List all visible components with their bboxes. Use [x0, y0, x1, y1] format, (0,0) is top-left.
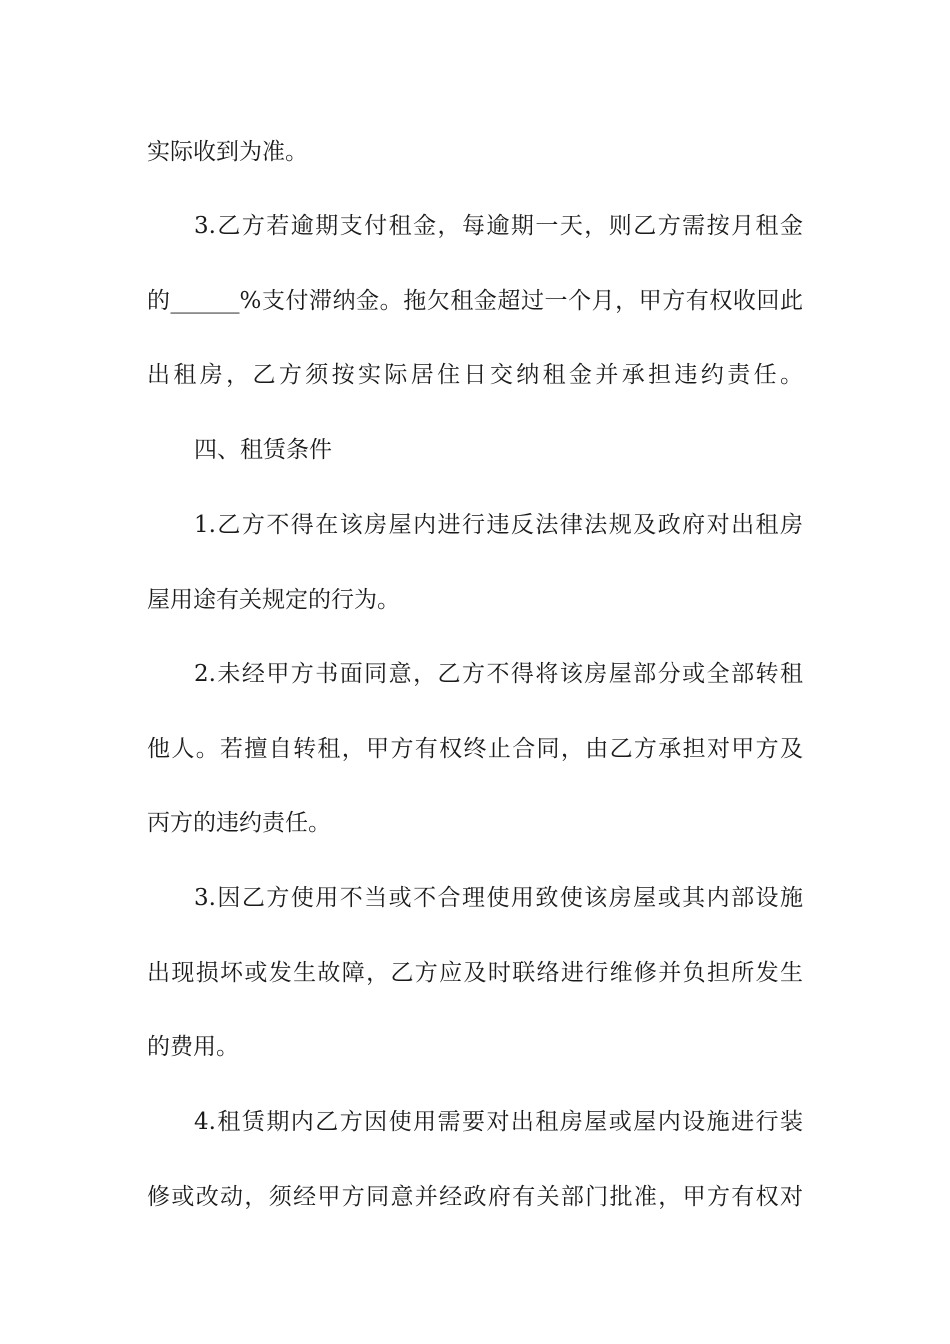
text-line: 屋用途有关规定的行为。 — [147, 587, 400, 613]
text-line: 的______%支付滞纳金。拖欠租金超过一个月，甲方有权收回此 — [147, 288, 803, 314]
text-line: 4.租赁期内乙方因使用需要对出租房屋或屋内设施进行装 — [194, 1109, 803, 1135]
text-line: 丙方的违约责任。 — [147, 810, 331, 836]
text-line: 出现损坏或发生故障，乙方应及时联络进行维修并负担所发生 — [147, 960, 803, 986]
text-line: 2.未经甲方书面同意，乙方不得将该房屋部分或全部转租 — [194, 661, 803, 687]
text-line: 1.乙方不得在该房屋内进行违反法律法规及政府对出租房 — [194, 512, 803, 538]
text-line: 他人。若擅自转租，甲方有权终止合同，由乙方承担对甲方及 — [147, 736, 803, 762]
text-line: 的费用。 — [147, 1034, 239, 1060]
text-line: 实际收到为准。 — [147, 139, 308, 165]
text-line: 3.乙方若逾期支付租金，每逾期一天，则乙方需按月租金 — [194, 213, 803, 239]
text-line: 3.因乙方使用不当或不合理使用致使该房屋或其内部设施 — [194, 885, 803, 911]
text-line: 修或改动，须经甲方同意并经政府有关部门批准，甲方有权对 — [147, 1184, 803, 1210]
section-heading: 四、租赁条件 — [194, 437, 332, 463]
text-line: 出租房，乙方须按实际居住日交纳租金并承担违约责任。 — [147, 362, 803, 388]
